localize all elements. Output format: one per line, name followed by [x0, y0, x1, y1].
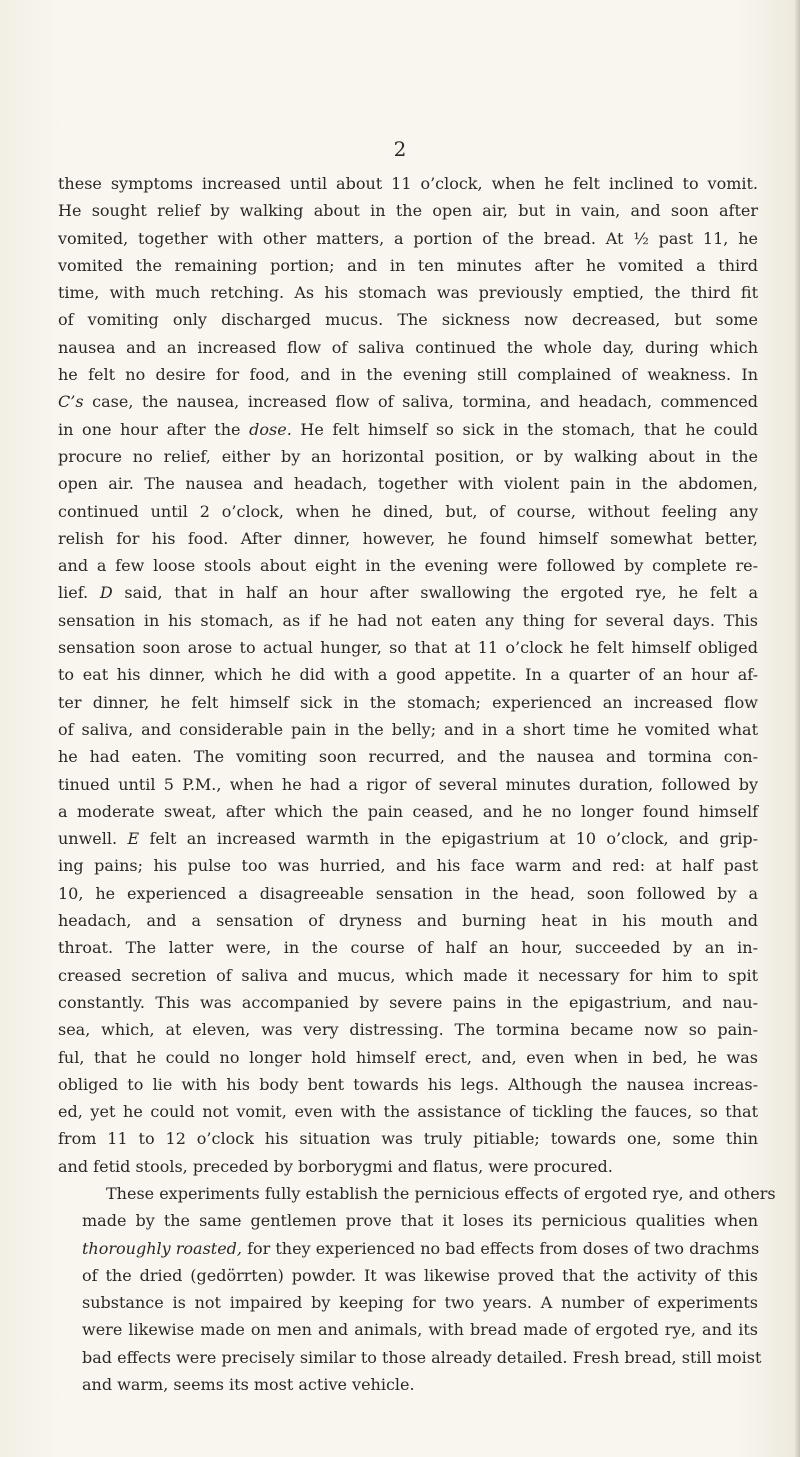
- text-line: ful, that he could no longer hold himself erect, and, even when in bed, he was: [58, 1047, 758, 1067]
- text-line: creased secretion of saliva and mucus, which made it necessary for him to spit: [58, 965, 758, 985]
- text-line: C’s case, the nausea, increased flow of saliva, tormina, and headach, commenced: [58, 392, 758, 412]
- text-line: sea, which, at eleven, was very distressing. The tormina became now so pain-: [58, 1020, 758, 1040]
- page-edge-shadow: [794, 0, 800, 1457]
- text-line: in one hour after the dose. He felt himself so sick in the stomach, that he could: [58, 419, 759, 439]
- text-line: from 11 to 12 o’clock his situation was truly pitiable; towards one, some thin: [58, 1129, 758, 1149]
- text-line: unwell. E felt an increased warmth in the epigastrium at 10 o’clock, and grip-: [58, 829, 759, 849]
- text-line: continued until 2 o’clock, when he dined, but, of course, without feeling any: [58, 501, 758, 521]
- text-line: ing pains; his pulse too was hurried, and his face warm and red: at half past: [58, 856, 758, 876]
- text-line: were likewise made on men and animals, with bread made of ergoted rye, and its: [82, 1320, 758, 1340]
- text-line: lief. D said, that in half an hour after swallowing the ergoted rye, he felt a: [58, 583, 758, 603]
- text-line: these symptoms increased until about 11 o’clock, when he felt inclined to vomit.: [58, 174, 758, 193]
- text-line: he felt no desire for food, and in the evening still complained of weakness. In: [58, 365, 758, 385]
- text-line: sensation in his stomach, as if he had not eaten any thing for several days. This: [58, 610, 758, 630]
- text-line: made by the same gentlemen prove that it loses its pernicious qualities when: [82, 1211, 758, 1231]
- text-line: nausea and an increased flow of saliva continued the whole day, during which: [58, 337, 758, 357]
- text-line: and warm, seems its most active vehicle.: [82, 1375, 415, 1395]
- text-line: thoroughly roasted, for they experienced no bad effects from doses of two drachms: [82, 1238, 760, 1258]
- body-text: [58, 170, 776, 1398]
- text-line: These experiments fully establish the pernicious effects of ergoted rye, and others: [106, 1183, 776, 1203]
- text-line: to eat his dinner, which he did with a good appetite. In a quarter of an hour af-: [58, 665, 758, 685]
- page-number: 2: [393, 137, 407, 161]
- text-line: tinued until 5 P.M., when he had a rigor of several minutes duration, followed by: [58, 774, 758, 794]
- paragraph-experiment-symptoms: [58, 170, 758, 1180]
- text-line: of saliva, and considerable pain in the belly; and in a short time he vomited what: [58, 719, 758, 739]
- text-line: relish for his food. After dinner, however, he found himself somewhat better,: [58, 528, 758, 548]
- text-line: He sought relief by walking about in the open air, but in vain, and soon after: [58, 201, 758, 221]
- text-line: a moderate sweat, after which the pain ceased, and he no longer found himself: [58, 801, 758, 821]
- text-line: open air. The nausea and headach, together with violent pain in the abdomen,: [58, 474, 758, 494]
- text-line: procure no relief, either by an horizontal position, or by walking about in the: [58, 446, 758, 466]
- text-line: headach, and a sensation of dryness and burning heat in his mouth and: [58, 911, 758, 931]
- text-line: and a few loose stools about eight in the evening were followed by complete re-: [58, 556, 758, 576]
- text-line: vomited the remaining portion; and in ten minutes after he vomited a third: [58, 255, 758, 275]
- text-line: vomited, together with other matters, a portion of the bread. At ½ past 11, he: [58, 228, 758, 248]
- text-line: ter dinner, he felt himself sick in the stomach; experienced an increased flow: [58, 692, 758, 712]
- paragraph-conclusions: [58, 1180, 776, 1398]
- text-line: 10, he experienced a disagreeable sensation in the head, soon followed by a: [58, 883, 758, 903]
- text-line: sensation soon arose to actual hunger, so that at 11 o’clock he felt himself obliged: [58, 638, 758, 658]
- text-line: and fetid stools, preceded by borborygmi and flatus, were procured.: [58, 1156, 613, 1176]
- text-line: time, with much retching. As his stomach was previously emptied, the third fit: [58, 283, 758, 303]
- text-line: bad effects were precisely similar to those already detailed. Fresh bread, still moist: [82, 1347, 762, 1367]
- text-line: obliged to lie with his body bent towards his legs. Although the nausea increas-: [58, 1074, 758, 1094]
- text-line: constantly. This was accompanied by severe pains in the epigastrium, and nau-: [58, 992, 758, 1012]
- text-line: substance is not impaired by keeping for two years. A number of experiments: [82, 1293, 758, 1313]
- text-line: of the dried (gedörrten) powder. It was likewise proved that the activity of this: [82, 1265, 758, 1285]
- text-line: throat. The latter were, in the course of half an hour, succeeded by an in-: [58, 938, 758, 958]
- text-line: ed, yet he could not vomit, even with the assistance of tickling the fauces, so that: [58, 1102, 758, 1122]
- text-line: he had eaten. The vomiting soon recurred, and the nausea and tormina con-: [58, 747, 758, 767]
- text-line: of vomiting only discharged mucus. The sickness now decreased, but some: [58, 310, 758, 330]
